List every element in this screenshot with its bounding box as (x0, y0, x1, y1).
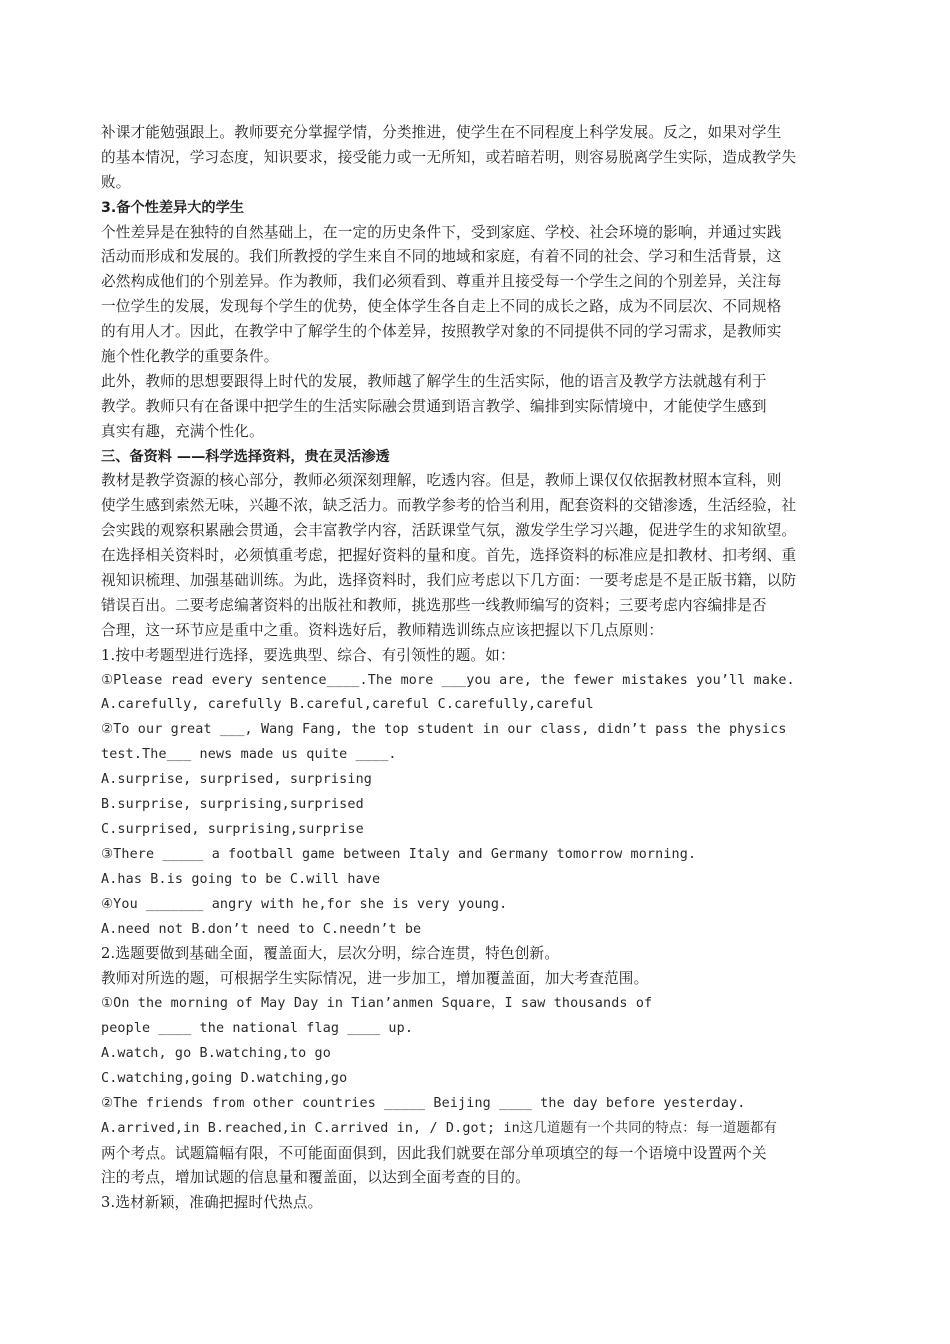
text-line: 必然构成他们的个别差异。作为教师，我们必须看到、尊重并且接受每一个学生之间的个别差异，关注每 (101, 273, 782, 291)
text-line: 3.选材新颖，准确把握时代热点。 (101, 1194, 323, 1212)
exercise-line: A.need not B.don’t need to C.needn’t be (101, 921, 422, 937)
exercise-line: B.surprise, surprising,surprised (101, 797, 364, 813)
text-line: 2.选题要做到基础全面，覆盖面大，层次分明，综合连贯，特色创新。 (101, 945, 560, 963)
exercise-line: ②To our great ___, Wang Fang, the top student in our class, didn’t pass the physics (101, 722, 787, 738)
text-line: 的有用人才。因此，在教学中了解学生的个体差异，按照教学对象的不同提供不同的学习需求，是教师实 (101, 323, 782, 341)
text-line: 施个性化教学的重要条件。 (101, 348, 279, 366)
exercise-line: A.has B.is going to be C.will have (101, 871, 381, 887)
text-line: 教师对所选的题，可根据学生实际情况，进一步加工，增加覆盖面，加大考查范围。 (101, 970, 649, 988)
text-line: 活动而形成和发展的。我们所教授的学生来自不同的地域和家庭，有着不同的社会、学习和生活背景，这 (101, 248, 782, 266)
exercise-line: ①On the morning of May Day in Tian’anmen Square，I saw thousands of (101, 996, 653, 1012)
text-line: 1.按中考题型进行选择，要选典型、综合、有引领性的题。如： (101, 646, 515, 664)
text-line: 真实有趣，充满个性化。 (101, 422, 264, 440)
text-line: 在选择相关资料时，必须慎重考虑，把握好资料的量和度。首先，选择资料的标准应是扣教材、扣考纲、重 (101, 547, 797, 565)
exercise-line: ④You _______ angry with he,for she is very young. (101, 896, 508, 912)
text-line: 教材是教学资源的核心部分，教师必须深刻理解，吃透内容。但是，教师上课仅仅依据教材照本宣科，则 (101, 472, 782, 490)
text-line: 补课才能勉强跟上。教师要充分掌握学情，分类推进，使学生在不同程度上科学发展。反之，如果对学生 (101, 124, 782, 141)
text-line: 错误百出。二要考虑编著资料的出版社和教师，挑选那些一线教师编写的资料；三要考虑内容编排是否 (101, 596, 767, 614)
text-line: 败。 (101, 173, 131, 191)
text-line: 的基本情况，学习态度，知识要求，接受能力或一无所知，或若暗若明，则容易脱离学生实际，造成教学失 (101, 148, 797, 166)
text-line: 此外，教师的思想要跟得上时代的发展，教师越了解学生的生活实际，他的语言及教学方法就越有利于 (101, 372, 767, 390)
text-line: 合理，这一环节应是重中之重。资料选好后，教师精选训练点应该把握以下几点原则： (101, 621, 664, 639)
text-line: 注的考点，增加试题的信息量和覆盖面，以达到全面考查的目的。 (101, 1169, 531, 1187)
text-line: 教学。教师只有在备课中把学生的生活实际融会贯通到语言教学、编排到实际情境中，才能使学生感到 (101, 397, 767, 415)
exercise-line: C.watching,going D.watching,go (101, 1070, 348, 1086)
exercise-line: ③There _____ a football game between Italy and Germany tomorrow morning. (101, 846, 697, 862)
text-line: 个性差异是在独特的自然基础上，在一定的历史条件下，受到家庭、学校、社会环境的影响，并通过实践 (101, 223, 782, 241)
exercise-line: C.surprised, surprising,surprise (101, 821, 364, 837)
exercise-line: test.The___ news made us quite ____. (101, 747, 397, 763)
exercise-line: A.carefully, carefully B.careful,careful C.carefully,careful (101, 697, 594, 713)
exercise-line: people ____ the national flag ____ up. (101, 1021, 414, 1037)
exercise-line: A.watch, go B.watching,to go (101, 1045, 331, 1061)
text-line: 一位学生的发展，发现每个学生的优势，使全体学生各自走上不同的成长之路，成为不同层次、不同规格 (101, 298, 782, 316)
exercise-line: ①Please read every sentence____.The more ___you are, the fewer mistakes you’ll make. (101, 672, 795, 688)
document-body (101, 121, 851, 1216)
exercise-line: ②The friends from other countries _____ Beijing ____ the day before yesterday. (101, 1095, 746, 1111)
text-line: 会实践的观察积累融会贯通，会丰富教学内容，活跃课堂气氛，激发学生学习兴趣，促进学生的求知欲望。 (101, 522, 797, 540)
text-line: 使学生感到索然无味，兴趣不浓，缺乏活力。而教学参考的恰当利用，配套资料的交错渗透，生活经验，社 (101, 497, 797, 515)
text-line: 两个考点。试题篇幅有限，不可能面面俱到，因此我们就要在部分单项填空的每一个语境中设置两个关 (101, 1144, 767, 1162)
exercise-line: A.surprise, surprised, surprising (101, 772, 372, 788)
exercise-line: A.arrived,in B.reached,in C.arrived in, / D.got; in这几道题有一个共同的特点：每一道题都有 (101, 1120, 778, 1136)
section-heading: 3.备个性差异大的学生 (101, 199, 244, 216)
section-heading: 三、备资料 ——科学选择资料，贵在灵活渗透 (101, 448, 390, 465)
text-line: 视知识梳理、加强基础训练。为此，选择资料时，我们应考虑以下几方面：一要考虑是不是正版书籍，以防 (101, 572, 797, 590)
